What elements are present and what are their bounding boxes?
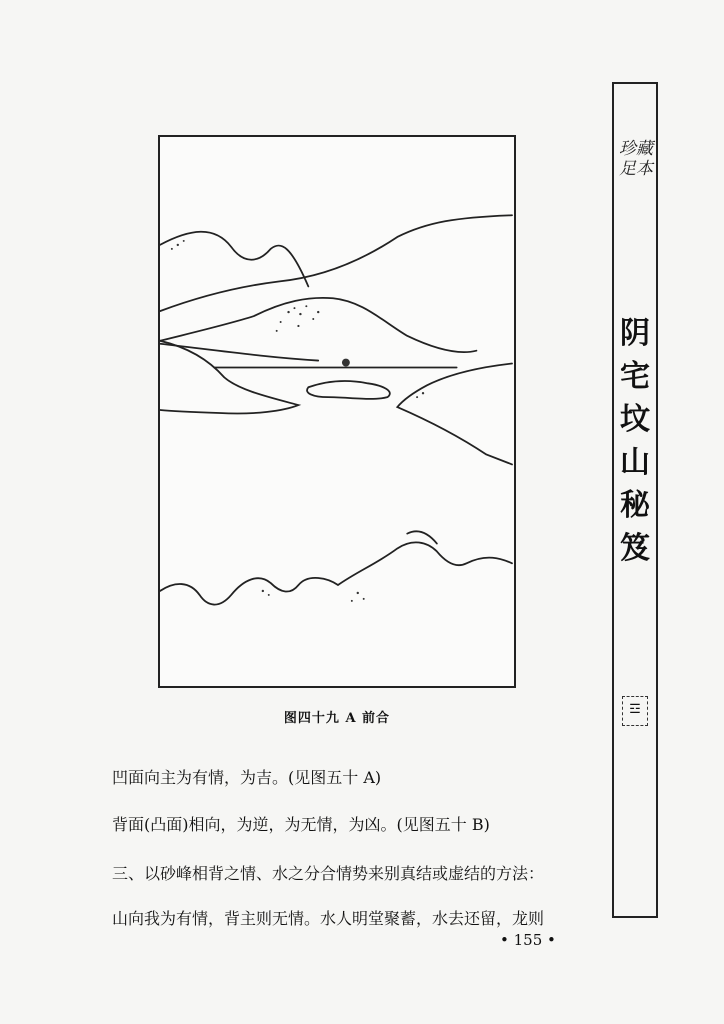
book-title-char: 坟 <box>620 402 650 437</box>
figure-caption: 图四十九 A 前合 <box>283 711 391 726</box>
far-mountain <box>160 232 308 287</box>
bottom-mountain <box>160 542 512 604</box>
body-text-line-4: 山向我为有情，背主则无情。水人明堂聚蓄，水去还留，龙则 <box>112 909 545 928</box>
body-text-line-1: 凹面向主为有情，为吉。(见图五十 A) <box>112 768 382 787</box>
body-text-line-2: 背面(凸面)相向，为逆，为无情，为凶。(见图五十 B) <box>112 815 490 834</box>
island <box>307 381 390 399</box>
book-title-char: 山 <box>620 445 650 480</box>
book-title-char: 笈 <box>620 531 650 566</box>
book-title-char: 宅 <box>620 359 650 394</box>
main-hill-base <box>160 344 318 361</box>
right-shore <box>397 364 512 465</box>
ridge-line <box>160 215 512 311</box>
book-title-char: 秘 <box>620 488 650 523</box>
figure-illustration <box>158 135 516 688</box>
main-hill <box>160 298 476 352</box>
bottom-hill-right <box>407 531 437 543</box>
landscape-drawing <box>160 137 514 686</box>
book-title <box>614 312 656 570</box>
side-title-tab <box>612 82 658 918</box>
collection-seal: 珍藏 足本 <box>619 139 653 179</box>
body-text-line-3: 三、以砂峰相背之情、水之分合情势来别真结或虚结的方法： <box>112 864 545 883</box>
chapter-mark-icon: ☲ <box>622 696 648 726</box>
page-number: • 155 • <box>500 931 556 949</box>
book-title-char: 阴 <box>620 316 650 351</box>
